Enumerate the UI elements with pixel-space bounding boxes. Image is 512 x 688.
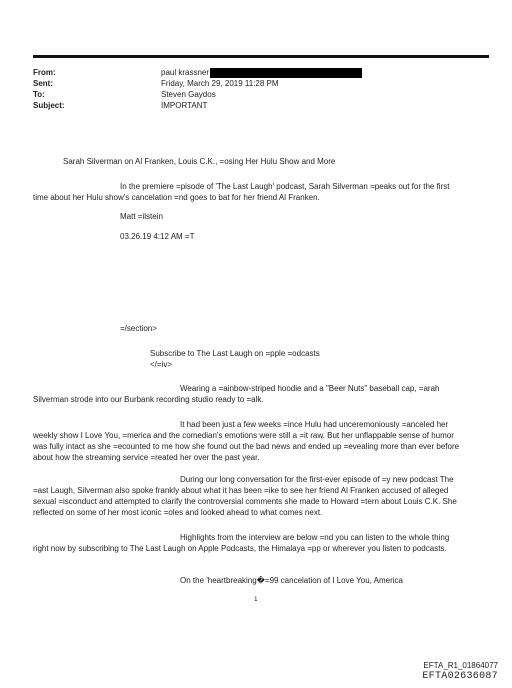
- page-number: 1: [254, 596, 258, 603]
- paragraph-line: was fully intact as she =ecounted to me how she found out the bad news and ended up =evealing more than ever before: [33, 442, 460, 451]
- paragraph-line: =ast Laugh, Silverman also spoke frankly about what it has been =ike to see her friend Al Franken accused of alleged: [33, 486, 449, 495]
- sent-value: Friday, March 29, 2019 11:28 PM: [161, 79, 279, 88]
- sent-label: Sent:: [33, 79, 53, 88]
- paragraph-line: about how the streaming service =reated her over the past year.: [33, 453, 260, 462]
- section-tag: =/section>: [120, 324, 157, 333]
- timestamp-line: 03.26.19 4:12 AM =T: [120, 232, 195, 241]
- header-rule: [33, 55, 489, 58]
- paragraph-line: Wearing a =ainbow-striped hoodie and a "Beer Nuts" baseball cap, =arah: [180, 384, 440, 393]
- redaction-box: [210, 68, 362, 78]
- bates-number-small: EFTA_R1_01864077: [423, 661, 498, 670]
- author-line: Matt =ilstein: [120, 212, 163, 221]
- subscribe-line: Subscribe to The Last Laugh on =pple =odcasts: [150, 349, 320, 358]
- paragraph-line: weekly show I Love You, =merica and the comedian's emotions were still a =it raw. But her unflappable sense of humor: [33, 431, 454, 440]
- intro-line: time about her Hulu show's cancelation =nd goes to bat for her friend Al Franken.: [33, 193, 320, 202]
- paragraph-line: On the 'heartbreaking�=99 cancelation of I Love You, America: [180, 576, 403, 585]
- paragraph-line: During our long conversation for the first-ever episode of =y new podcast The: [180, 475, 454, 484]
- paragraph-line: reflected on some of her most iconic =oles and looked ahead to what comes next.: [33, 508, 323, 517]
- div-tag: </=iv>: [150, 360, 173, 369]
- to-label: To:: [33, 90, 45, 99]
- paragraph-line: Silverman strode into our Burbank recording studio ready to =alk.: [33, 395, 264, 404]
- intro-line: In the premiere =pisode of 'The Last Laugh' podcast, Sarah Silverman =peaks out for the first: [120, 182, 450, 191]
- article-title: Sarah Silverman on Al Franken, Louis C.K., =osing Her Hulu Show and More: [63, 157, 336, 166]
- paragraph-line: sexual =isconduct and attempted to clarify the controversial comments she made to Howard =tern about Louis C.K. She: [33, 497, 457, 506]
- bates-number-large: EFTA02636087: [422, 671, 498, 682]
- from-value: paul krassner: [161, 68, 210, 77]
- from-label: From:: [33, 68, 56, 77]
- paragraph-line: It had been just a few weeks =ince Hulu had unceremoniously =anceled her: [180, 420, 449, 429]
- subject-label: Subject:: [33, 101, 65, 110]
- subject-value: IMPORTANT: [161, 101, 208, 110]
- paragraph-line: right now by subscribing to The Last Laugh on Apple Podcasts, the Himalaya =pp or wherever you listen to podcasts.: [33, 544, 447, 553]
- to-value: Steven Gaydos: [161, 90, 216, 99]
- paragraph-line: Highlights from the interview are below =nd you can listen to the whole thing: [180, 533, 450, 542]
